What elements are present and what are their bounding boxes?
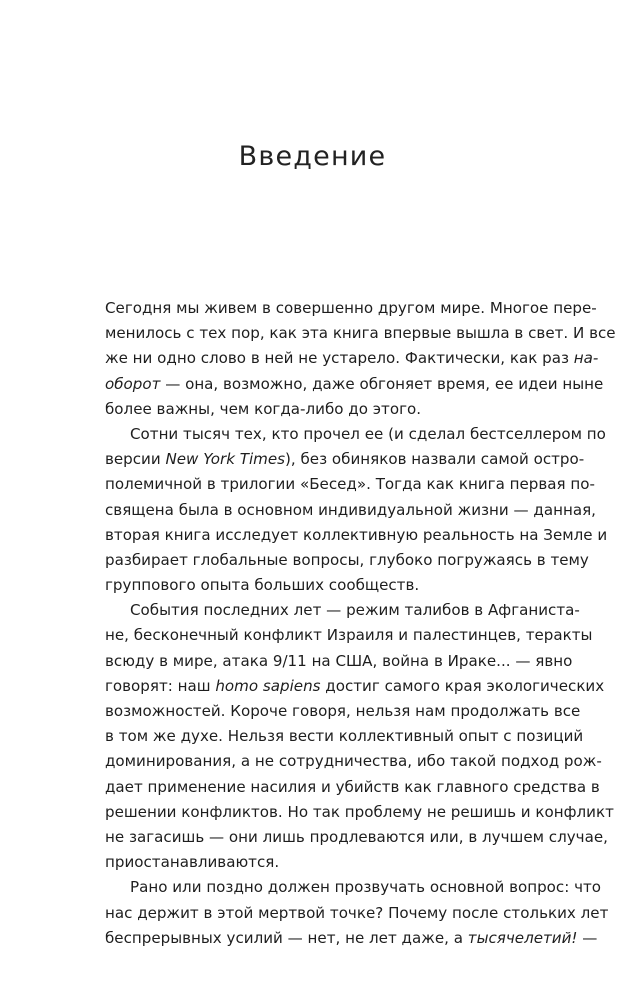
text-line <box>105 346 599 371</box>
line-text: достиг самого края экологических <box>320 676 605 695</box>
text-line <box>105 825 608 850</box>
italic-text: тысячелетий! <box>467 928 578 947</box>
paragraph <box>105 296 616 422</box>
line-text: приостанавливаются. <box>105 853 280 872</box>
text-line <box>105 649 573 674</box>
text-line <box>105 699 581 724</box>
line-text: нас держит в этой мертвой точке? Почему после стольких лет <box>105 903 609 922</box>
text-line <box>105 598 580 623</box>
line-text: беспрерывных усилий — нет, не лет даже, а <box>105 928 468 947</box>
line-text: всюду в мире, атака 9/11 на США, война в Ираке... — явно <box>105 651 573 670</box>
text-line <box>105 472 595 497</box>
text-line <box>105 674 605 699</box>
line-text: ), без обиняков назвали самой остро- <box>285 450 585 469</box>
line-text: разбирает глобальные вопросы, глубоко погружаясь в тему <box>105 550 589 569</box>
text-line <box>105 548 589 573</box>
line-text: менилось с тех пор, как эта книга впервые вышла в свет. И все <box>105 324 616 343</box>
paragraph <box>105 422 608 598</box>
line-text: доминирования, а не сотрудничества, ибо такой подход рож- <box>105 752 602 771</box>
text-line <box>105 422 606 447</box>
italic-text: New York Times <box>165 450 286 469</box>
text-line <box>105 901 609 926</box>
line-text: полемичной в трилогии «Бесед». Тогда как книга первая по- <box>105 475 595 494</box>
line-text: решении конфликтов. Но так проблему не решишь и конфликт <box>105 802 614 821</box>
text-line <box>105 397 539 422</box>
text-line <box>105 296 597 321</box>
chapter-title: Введение <box>238 141 387 172</box>
line-text: возможностей. Короче говоря, нельзя нам продолжать все <box>105 702 581 720</box>
line-text: — она, возможно, даже обгоняет время, ее идеи ныне <box>160 374 604 393</box>
italic-text: на- <box>573 349 599 368</box>
text-line <box>105 573 539 598</box>
line-text: События последних лет — режим талибов в Афганиста- <box>130 601 580 620</box>
text-line <box>105 447 585 472</box>
line-text: вторая книга исследует коллективную реальность на Земле и <box>105 525 608 544</box>
text-line <box>105 523 608 548</box>
line-text: не, бесконечный конфликт Израиля и палестинцев, теракты <box>105 626 593 645</box>
line-text: говорят: наш <box>105 676 216 695</box>
italic-text: homo sapiens <box>215 676 321 695</box>
italic-text: оборот <box>105 374 161 393</box>
line-text: же ни одно слово в ней не устарело. Фактически, как раз <box>105 349 574 368</box>
line-text: Сегодня мы живем в совершенно другом мире. Многое пере- <box>105 299 597 317</box>
text-line <box>105 372 604 397</box>
paragraph <box>105 875 609 951</box>
line-text: группового опыта больших сообществ. <box>105 576 420 595</box>
text-line <box>105 850 539 875</box>
text-line <box>105 926 598 951</box>
line-text: не загасишь — они лишь продлеваются или, в лучшем случае, <box>105 827 608 846</box>
text-line <box>105 775 600 800</box>
line-text: Рано или поздно должен прозвучать основной вопрос: что <box>130 878 602 897</box>
line-text: священа была в основном индивидуальной жизни — данная, <box>105 500 596 519</box>
text-line <box>105 749 602 774</box>
body-text <box>105 296 616 951</box>
text-line <box>105 800 614 825</box>
line-text: Сотни тысяч тех, кто прочел ее (и сделал бестселлером по <box>130 424 606 443</box>
paragraph <box>105 598 614 875</box>
line-text: версии <box>105 450 166 469</box>
line-text: более важны, чем когда-либо до этого. <box>105 399 422 418</box>
line-text: — <box>577 928 598 947</box>
line-text: дает применение насилия и убийств как главного средства в <box>105 777 600 796</box>
text-line <box>105 724 584 749</box>
text-line <box>105 498 596 523</box>
text-line <box>105 321 616 346</box>
line-text: в том же духе. Нельзя вести коллективный опыт с позиций <box>105 727 584 746</box>
text-line <box>105 875 602 900</box>
text-line <box>105 623 593 648</box>
